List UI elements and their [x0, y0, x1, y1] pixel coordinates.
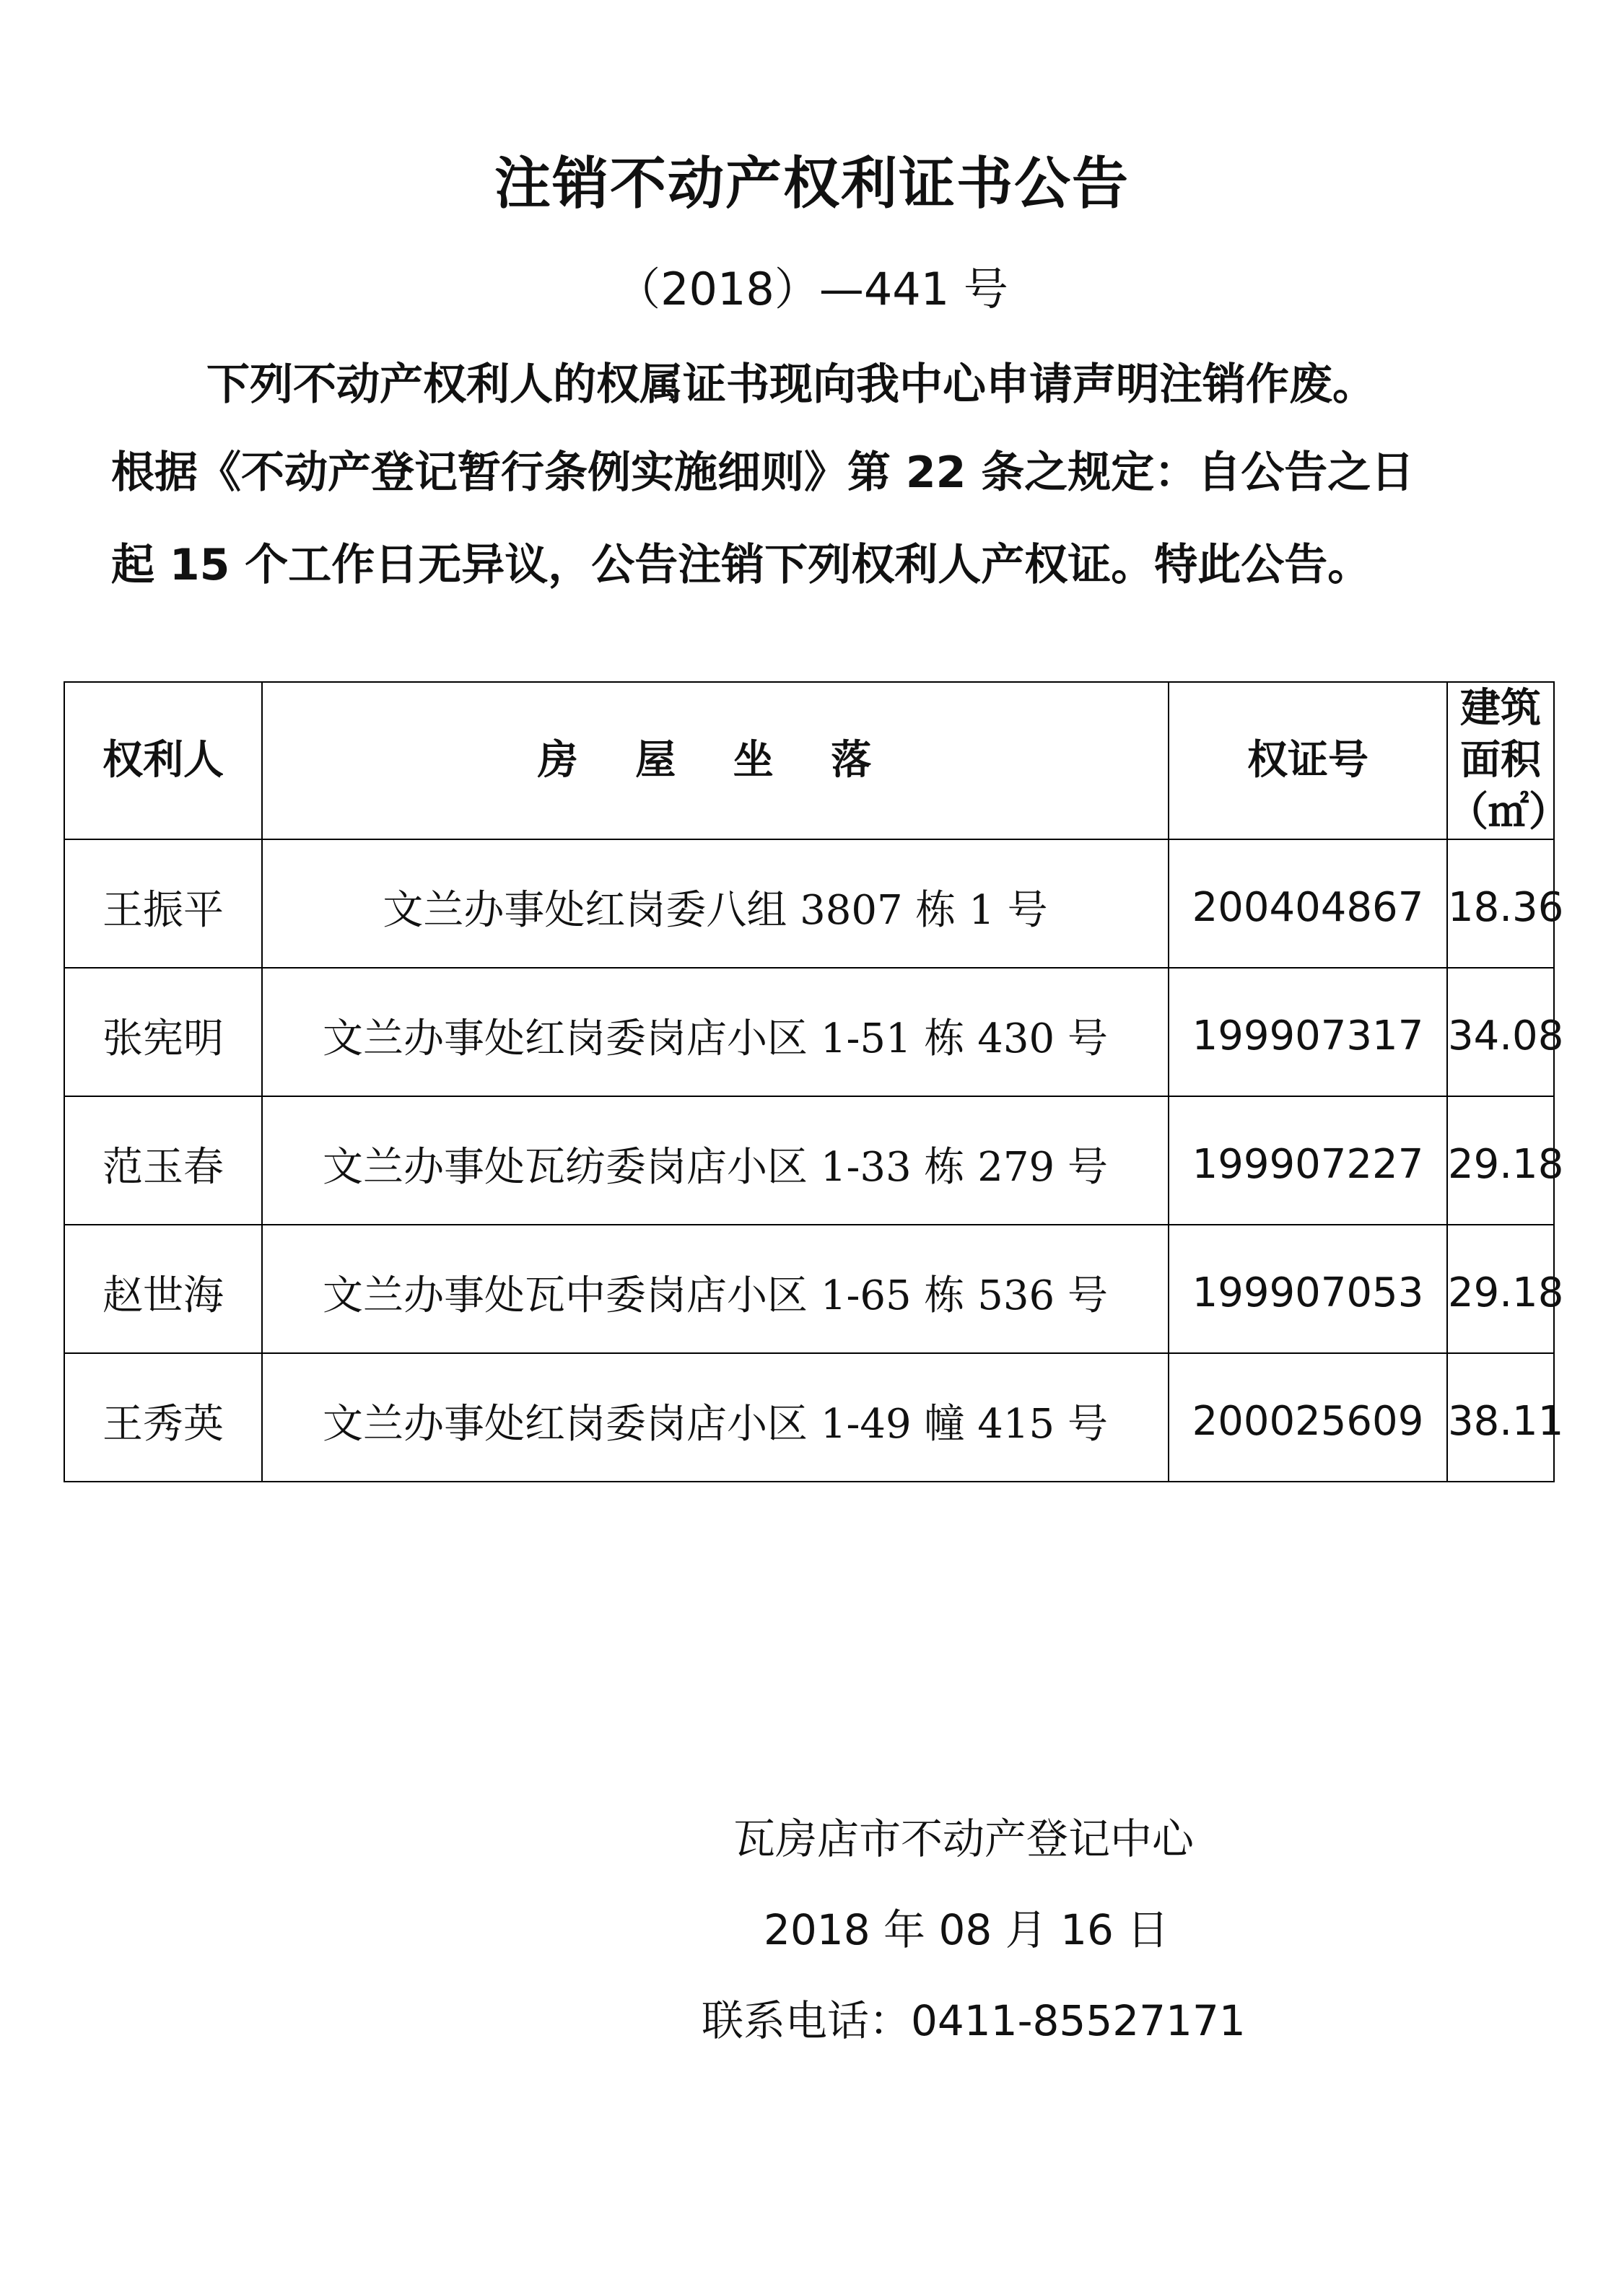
cell-cert-no: 200025609	[1169, 1353, 1447, 1482]
cell-cert-no: 199907227	[1169, 1096, 1447, 1225]
cell-location: 文兰办事处红岗委岗店小区 1-51 栋 430 号	[262, 968, 1169, 1096]
cell-cert-no: 200404867	[1169, 839, 1447, 968]
cell-cert-no: 199907317	[1169, 968, 1447, 1096]
header-owner: 权利人	[64, 682, 262, 839]
notice-title: 注销不动产权利证书公告	[494, 152, 1130, 217]
header-area	[1447, 682, 1569, 839]
table-row	[64, 1225, 1554, 1353]
cell-location: 文兰办事处瓦纺委岗店小区 1-33 栋 279 号	[262, 1096, 1169, 1225]
cell-owner: 赵世海	[64, 1225, 262, 1353]
footer-issuer: 瓦房店市不动产登记中心	[733, 1814, 1195, 1863]
notice-paragraph-line-2: 根据《不动产登记暂行条例实施细则》第 22 条之规定：自公告之日	[111, 447, 1415, 498]
cell-owner: 王振平	[64, 839, 262, 968]
cell-owner: 王秀英	[64, 1353, 262, 1482]
cell-location: 文兰办事处瓦中委岗店小区 1-65 栋 536 号	[262, 1225, 1169, 1353]
cell-area: 29.18	[1447, 1096, 1554, 1225]
notice-paragraph-line-1: 下列不动产权利人的权属证书现向我中心申请声明注销作废。	[206, 359, 1376, 410]
cell-area: 18.36	[1447, 839, 1554, 968]
header-area-unit: （㎡）	[1448, 789, 1569, 836]
cell-location: 文兰办事处红岗委岗店小区 1-49 幢 415 号	[262, 1353, 1169, 1482]
header-cert-no: 权证号	[1169, 682, 1447, 839]
table-row	[64, 1353, 1554, 1482]
cell-location: 文兰办事处红岗委八组 3807 栋 1 号	[262, 839, 1169, 968]
footer-date: 2018 年 08 月 16 日	[764, 1905, 1169, 1954]
cell-cert-no: 199907053	[1169, 1225, 1447, 1353]
notice-paragraph-line-3: 起 15 个工作日无异议，公告注销下列权利人产权证。特此公告。	[111, 540, 1371, 590]
table-row	[64, 839, 1554, 968]
cell-area: 38.11	[1447, 1353, 1554, 1482]
header-area-label: 建筑面积	[1460, 685, 1541, 784]
cell-area: 29.18	[1447, 1225, 1554, 1353]
cell-area: 34.08	[1447, 968, 1554, 1096]
cell-owner: 范玉春	[64, 1096, 262, 1225]
table-header-row	[64, 682, 1554, 839]
cell-owner: 张宪明	[64, 968, 262, 1096]
table-row	[64, 968, 1554, 1096]
notice-number: （2018）—441 号	[616, 263, 1008, 315]
table-row	[64, 1096, 1554, 1225]
certificate-table	[64, 681, 1569, 1482]
header-location: 房 屋 坐 落	[262, 682, 1169, 839]
footer-contact: 联系电话：0411-85527171	[702, 1996, 1246, 2045]
